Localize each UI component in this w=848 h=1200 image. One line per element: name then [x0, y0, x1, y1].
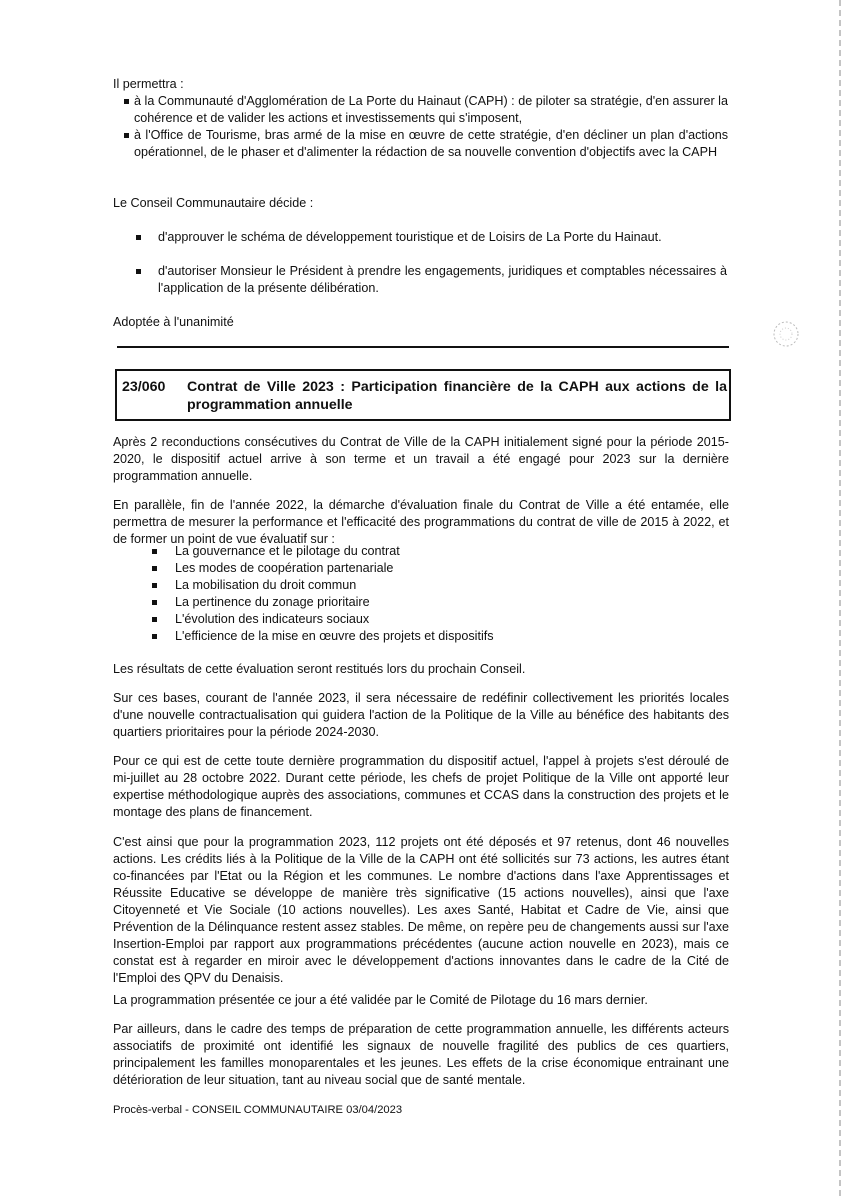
faint-stamp-icon [770, 318, 802, 350]
page-footer: Procès-verbal - CONSEIL COMMUNAUTAIRE 03/04/2023 [113, 1104, 403, 1116]
list-item: L'évolution des indicateurs sociaux [113, 611, 613, 628]
paragraph: Les résultats de cette évaluation seront restitués lors du prochain Conseil. [113, 662, 526, 676]
list-item: L'efficience de la mise en œuvre des projets et dispositifs [113, 628, 613, 645]
list-item: à la Communauté d'Agglomération de La Porte du Hainaut (CAPH) : de piloter sa stratégie, d'en assurer la cohérence et de valider les actions et investissements qui s'imposent, [113, 93, 728, 127]
list-item: d'approuver le schéma de développement touristique et de Loisirs de La Porte du Hainaut. [113, 229, 727, 246]
evaluation-list [113, 543, 613, 645]
list-item: Les modes de coopération partenariale [113, 560, 613, 577]
scan-edge-line [830, 0, 848, 1200]
bullet-icon [152, 549, 157, 554]
bullet-icon [124, 133, 129, 138]
list-item: d'autoriser Monsieur le Président à prendre les engagements, juridiques et comptables nécessaires à l'application de la présente délibération. [113, 263, 727, 297]
bullet-icon [152, 600, 157, 605]
bullet-icon [152, 634, 157, 639]
paragraph: Pour ce qui est de cette toute dernière programmation du dispositif actuel, l'appel à projets s'est déroulé de mi-juillet au 28 octobre 2022. Durant cette période, les chefs de projet Politique de la Ville ont apporté leur expertise méthodologique auprès des associations, communes et CCAS dans la construction des projets et le montage des plans de financement. [113, 754, 729, 819]
decide-text: Le Conseil Communautaire décide : [113, 196, 314, 210]
list-item: à l'Office de Tourisme, bras armé de la mise en œuvre de cette stratégie, d'en décliner un plan d'actions opérationnel, de le phaser et d'alimenter la rédaction de sa nouvelle convention d'objectifs avec la CAPH [113, 127, 728, 161]
bullet-icon [136, 235, 141, 240]
section-number: 23/060 [122, 379, 166, 395]
list-item: La gouvernance et le pilotage du contrat [113, 543, 613, 560]
decide-list [113, 229, 727, 297]
paragraph: En parallèle, fin de l'année 2022, la démarche d'évaluation finale du Contrat de Ville a été entamée, elle permettra de mesurer la performance et l'efficacité des programmations du contrat de ville de 2015 à 2022, et de former un point de vue évaluatif sur : [113, 498, 729, 546]
permettra-list [113, 93, 728, 161]
paragraph: C'est ainsi que pour la programmation 2023, 112 projets ont été déposés et 97 retenus, dont 46 nouvelles actions. Les crédits liés à la Politique de la Ville de la CAPH ont été sollicités sur 73 actions, les autres étant co-financées par l'Etat ou la Région et les communes. Le nombre d'actions dans l'axe Apprentissages et Réussite Educative se développe de manière très significative (15 actions nouvelles), ainsi que l'axe Citoyenneté et Vie Sociale (10 actions nouvelles). Les axes Santé, Habitat et Cadre de Vie, ainsi que Prévention de la Délinquance restent assez stables. De même, on repère peu de changements aussi sur l'axe Insertion-Emploi par rapport aux programmations précédentes (aucune action nouvelle en 2023), mais ce constat est à regarder en miroir avec le développement d'actions innovantes dans le cadre de la Cité de l'Emploi des QPV du Denaisis. [113, 835, 729, 985]
list-item: La mobilisation du droit commun [113, 577, 613, 594]
bullet-icon [152, 583, 157, 588]
paragraph: Par ailleurs, dans le cadre des temps de préparation de cette programmation annuelle, les différents acteurs associatifs de proximité ont identifié les signaux de nouvelle fragilité des publics de ces quartiers, principalement les familles monoparentales et les jeunes. Les effets de la crise économique entrainant une détérioration de leur situation, tant au niveau social que de santé mentale. [113, 1022, 729, 1087]
section-divider [117, 346, 729, 348]
section-title-box [115, 369, 731, 421]
paragraph: La programmation présentée ce jour a été validée par le Comité de Pilotage du 16 mars dernier. [113, 993, 648, 1007]
adopted-text: Adoptée à l'unanimité [113, 315, 234, 329]
bullet-icon [152, 566, 157, 571]
bullet-icon [152, 617, 157, 622]
intro-text: Il permettra : [113, 77, 184, 91]
paragraph: Sur ces bases, courant de l'année 2023, il sera nécessaire de redéfinir collectivement les priorités locales d'une nouvelle contractualisation qui guidera l'action de la Politique de la Ville au bénéfice des habitants des quartiers prioritaires pour la période 2024-2030. [113, 691, 729, 739]
bullet-icon [124, 99, 129, 104]
section-title: Contrat de Ville 2023 : Participation financière de la CAPH aux actions de la programmation annuelle [187, 379, 727, 413]
bullet-icon [136, 269, 141, 274]
list-item: La pertinence du zonage prioritaire [113, 594, 613, 611]
paragraph: Après 2 reconductions consécutives du Contrat de Ville de la CAPH initialement signé pour la période 2015-2020, le dispositif actuel arrive à son terme et un travail a été engagé pour 2023 sur la dernière programmation annuelle. [113, 435, 729, 483]
